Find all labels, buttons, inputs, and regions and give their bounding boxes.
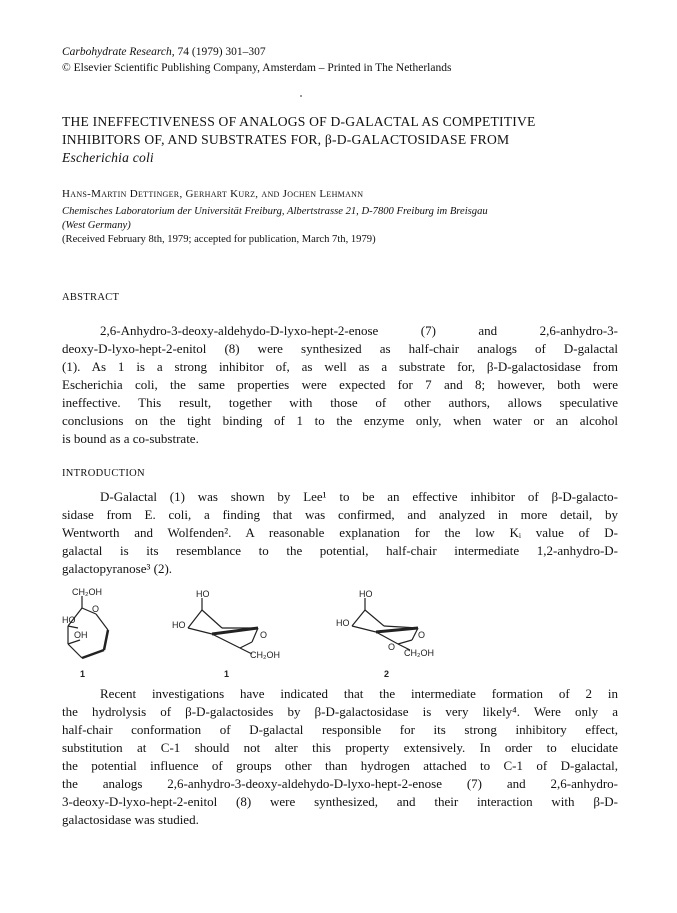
halfchair-ring-o: O bbox=[260, 630, 268, 640]
galactal-ho: HO bbox=[62, 615, 76, 625]
body-line: the analogs 2,6-anhydro-3-deoxy-aldehydo-D-lyxo-hept-2-enose (7) and 2,6-anhydro- bbox=[62, 776, 618, 791]
galactal-ring-o: O bbox=[92, 604, 100, 614]
abstract-line: (1). As 1 is a strong inhibitor of, as well as a substrate for, β-D-galactosidase from bbox=[62, 359, 618, 374]
anhydro-ho-top: HO bbox=[359, 589, 373, 599]
structure-figure bbox=[62, 587, 434, 680]
structure-galactal-halfchair bbox=[188, 598, 258, 654]
galactal-ch2oh: CH₂OH bbox=[72, 587, 102, 597]
introduction-text bbox=[62, 488, 618, 578]
introduction-line: sidase from E. coli, a finding that was confirmed, and analyzed in more detail, by bbox=[62, 507, 618, 522]
anhydro-epoxide-o: O bbox=[388, 642, 396, 652]
introduction-line: galactal is its resemblance to the potential, half-chair intermediate 1,2-anhydro-D- bbox=[62, 543, 618, 558]
body-paragraph bbox=[62, 685, 618, 829]
introduction-line: galactopyranose³ (2). bbox=[62, 561, 173, 576]
structure-galactal-ring bbox=[68, 596, 108, 658]
body-line: substitution at C-1 should not alter this property extensively. In order to elucidate bbox=[62, 740, 618, 755]
compound-label: 1 bbox=[224, 669, 230, 679]
halfchair-ch2oh: CH₂OH bbox=[250, 650, 280, 660]
structure-drawings bbox=[62, 587, 434, 680]
affiliation bbox=[62, 205, 632, 233]
introduction-line: D-Galactal (1) was shown by Lee¹ to be an effective inhibitor of β-D-galacto- bbox=[100, 489, 618, 504]
structure-anhydro-galactopyranose bbox=[352, 598, 418, 650]
body-line: galactosidase was studied. bbox=[62, 812, 199, 827]
halfchair-ho-top: HO bbox=[196, 589, 210, 599]
publisher-line: © Elsevier Scientific Publishing Company, Amsterdam – Printed in The Netherlands bbox=[62, 62, 452, 74]
compound-label: 2 bbox=[384, 669, 390, 679]
compound-label: 1 bbox=[80, 669, 86, 679]
title-line-2: INHIBITORS OF, AND SUBSTRATES FOR, β-D-GALACTOSIDASE FROM bbox=[62, 132, 510, 147]
abstract-heading: ABSTRACT bbox=[62, 292, 120, 303]
anhydro-ho-left: HO bbox=[336, 618, 350, 628]
journal-header bbox=[62, 44, 451, 76]
anhydro-ring-o: O bbox=[418, 630, 426, 640]
galactal-oh: OH bbox=[74, 630, 88, 640]
halfchair-ho-left: HO bbox=[172, 620, 186, 630]
title-line-3: Escherichia coli bbox=[62, 150, 154, 165]
abstract-line: ineffective. This result, together with those of other authors, allows speculative bbox=[62, 395, 618, 410]
abstract-line: deoxy-D-lyxo-hept-2-enitol (8) were synthesized as half-chair analogs of D-galactal bbox=[62, 341, 618, 356]
body-line: the potential influence of groups other than hydrogen attached to C-1 of D-galactal, bbox=[62, 758, 618, 773]
journal-citation bbox=[62, 44, 451, 60]
affiliation-line-1: Chemisches Laboratorium der Universität Freiburg, Albertstrasse 21, D-7800 Freiburg im Breisgau bbox=[62, 206, 488, 217]
anhydro-ch2oh: CH₂OH bbox=[404, 648, 434, 658]
abstract-line: Escherichia coli, the same properties were expected for 7 and 8; however, both were bbox=[62, 377, 618, 392]
authors: Hans-Martin Dettinger, Gerhart Kurz, and Jochen Lehmann bbox=[62, 188, 364, 200]
body-line: half-chair conformation of D-galactal responsible for its strong inhibitory effect, bbox=[62, 722, 618, 737]
stray-mark bbox=[300, 95, 302, 97]
body-line: 3-deoxy-D-lyxo-hept-2-enitol (8) were synthesized, and their interaction with β-D- bbox=[62, 794, 618, 809]
abstract-line: is bound as a co-substrate. bbox=[62, 431, 199, 446]
article-title bbox=[62, 113, 622, 167]
abstract-text bbox=[62, 322, 618, 448]
introduction-line: Wentworth and Wolfenden². A reasonable explanation for the low Kᵢ value of D- bbox=[62, 525, 618, 540]
journal-volume: 74 (1979) 301–307 bbox=[174, 46, 266, 58]
journal-name: Carbohydrate Research, bbox=[62, 46, 175, 58]
body-line: Recent investigations have indicated that the intermediate formation of 2 in bbox=[100, 686, 618, 701]
received-dates: (Received February 8th, 1979; accepted for publication, March 7th, 1979) bbox=[62, 234, 376, 245]
abstract-line: conclusions on the tight binding of 1 to the enzyme only, when water or an alcohol bbox=[62, 413, 618, 428]
affiliation-line-2: (West Germany) bbox=[62, 220, 131, 231]
title-line-1: THE INEFFECTIVENESS OF ANALOGS OF D-GALACTAL AS COMPETITIVE bbox=[62, 114, 536, 129]
introduction-heading: INTRODUCTION bbox=[62, 468, 145, 479]
body-line: the hydrolysis of β-D-galactosides by β-D-galactosidase is very likely⁴. Were only a bbox=[62, 704, 618, 719]
abstract-line: 2,6-Anhydro-3-deoxy-aldehydo-D-lyxo-hept-2-enose (7) and 2,6-anhydro-3- bbox=[100, 323, 618, 338]
